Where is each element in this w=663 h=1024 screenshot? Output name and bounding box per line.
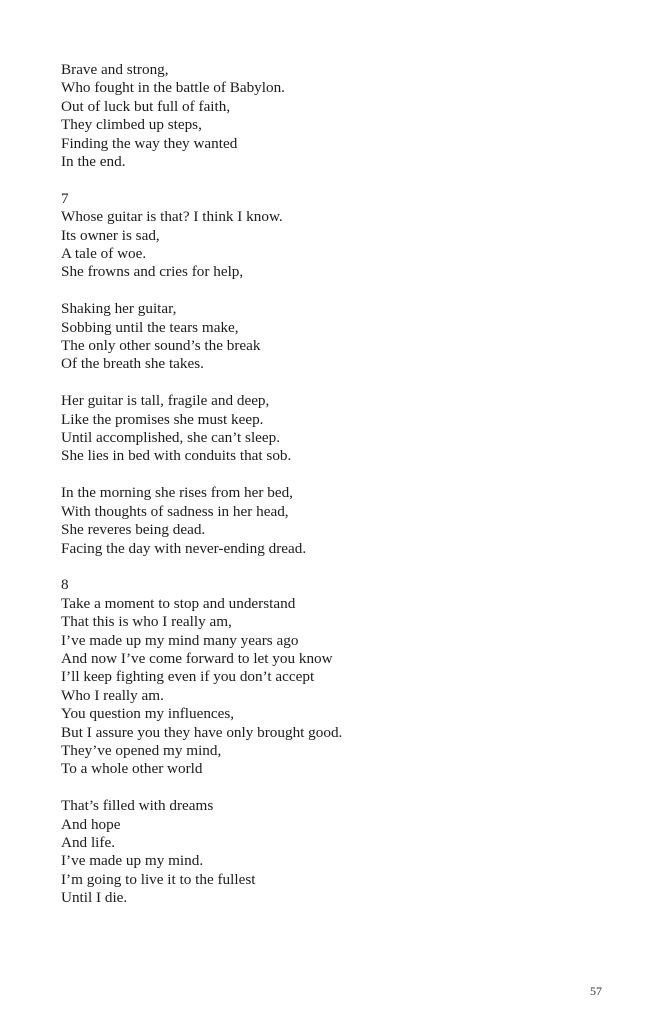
poem-line: She lies in bed with conduits that sob. [61,447,292,465]
poem-line: They climbed up steps, [61,116,202,134]
poem-line: Her guitar is tall, fragile and deep, [61,392,270,410]
poem-line: In the end. [61,153,126,171]
poem-line: She reveres being dead. [61,521,206,539]
poem-line: That this is who I really am, [61,613,232,631]
poem-line: Out of luck but full of faith, [61,97,231,115]
stanza [61,392,621,466]
poem-line: And now I’ve come forward to let you know [61,649,333,667]
stanza [61,797,621,907]
poem-line: I’ll keep fighting even if you don’t accept [61,668,315,686]
poem-line: Facing the day with never-ending dread. [61,539,307,557]
poem-line: In the morning she rises from her bed, [61,484,293,502]
stanza [61,300,621,374]
poem-line: Its owner is sad, [61,226,160,244]
poem-line: Who I really am. [61,686,164,704]
poem-line: But I assure you they have only brought good. [61,723,343,741]
poem-line: I’ve made up my mind many years ago [61,631,299,649]
poem-line: To a whole other world [61,760,203,778]
poem-text [61,61,621,908]
poem-line: Take a moment to stop and understand [61,594,296,612]
poem-line: 7 [61,189,69,207]
poem-line: And life. [61,833,115,851]
poem-line: I’m going to live it to the fullest [61,870,256,888]
poem-line: I’ve made up my mind. [61,852,204,870]
poem-line: Until I die. [61,889,128,907]
poem-line: And hope [61,815,121,833]
poem-line: That’s filled with dreams [61,797,214,815]
stanza [61,576,621,778]
poem-line: Until accomplished, she can’t sleep. [61,429,281,447]
poem-line: Brave and strong, [61,61,169,78]
poem-line: Whose guitar is that? I think I know. [61,208,283,226]
poem-line: Sobbing until the tears make, [61,318,239,336]
stanza [61,61,621,171]
poem-line: The only other sound’s the break [61,337,261,355]
poem-line: Like the promises she must keep. [61,410,264,428]
poem-line: You question my influences, [61,705,235,723]
poem-line: Finding the way they wanted [61,134,238,152]
poem-line: A tale of woe. [61,245,147,263]
poem-line: Shaking her guitar, [61,300,177,318]
poem-line: 8 [61,576,69,594]
poem-line: Of the breath she takes. [61,355,204,373]
poem-line: She frowns and cries for help, [61,263,244,281]
poem-line: Who fought in the battle of Babylon. [61,79,285,97]
stanza [61,484,621,558]
poem-line: They’ve opened my mind, [61,741,222,759]
page-number: 57 [590,984,602,998]
poem-line: With thoughts of sadness in her head, [61,502,289,520]
stanza [61,190,621,282]
